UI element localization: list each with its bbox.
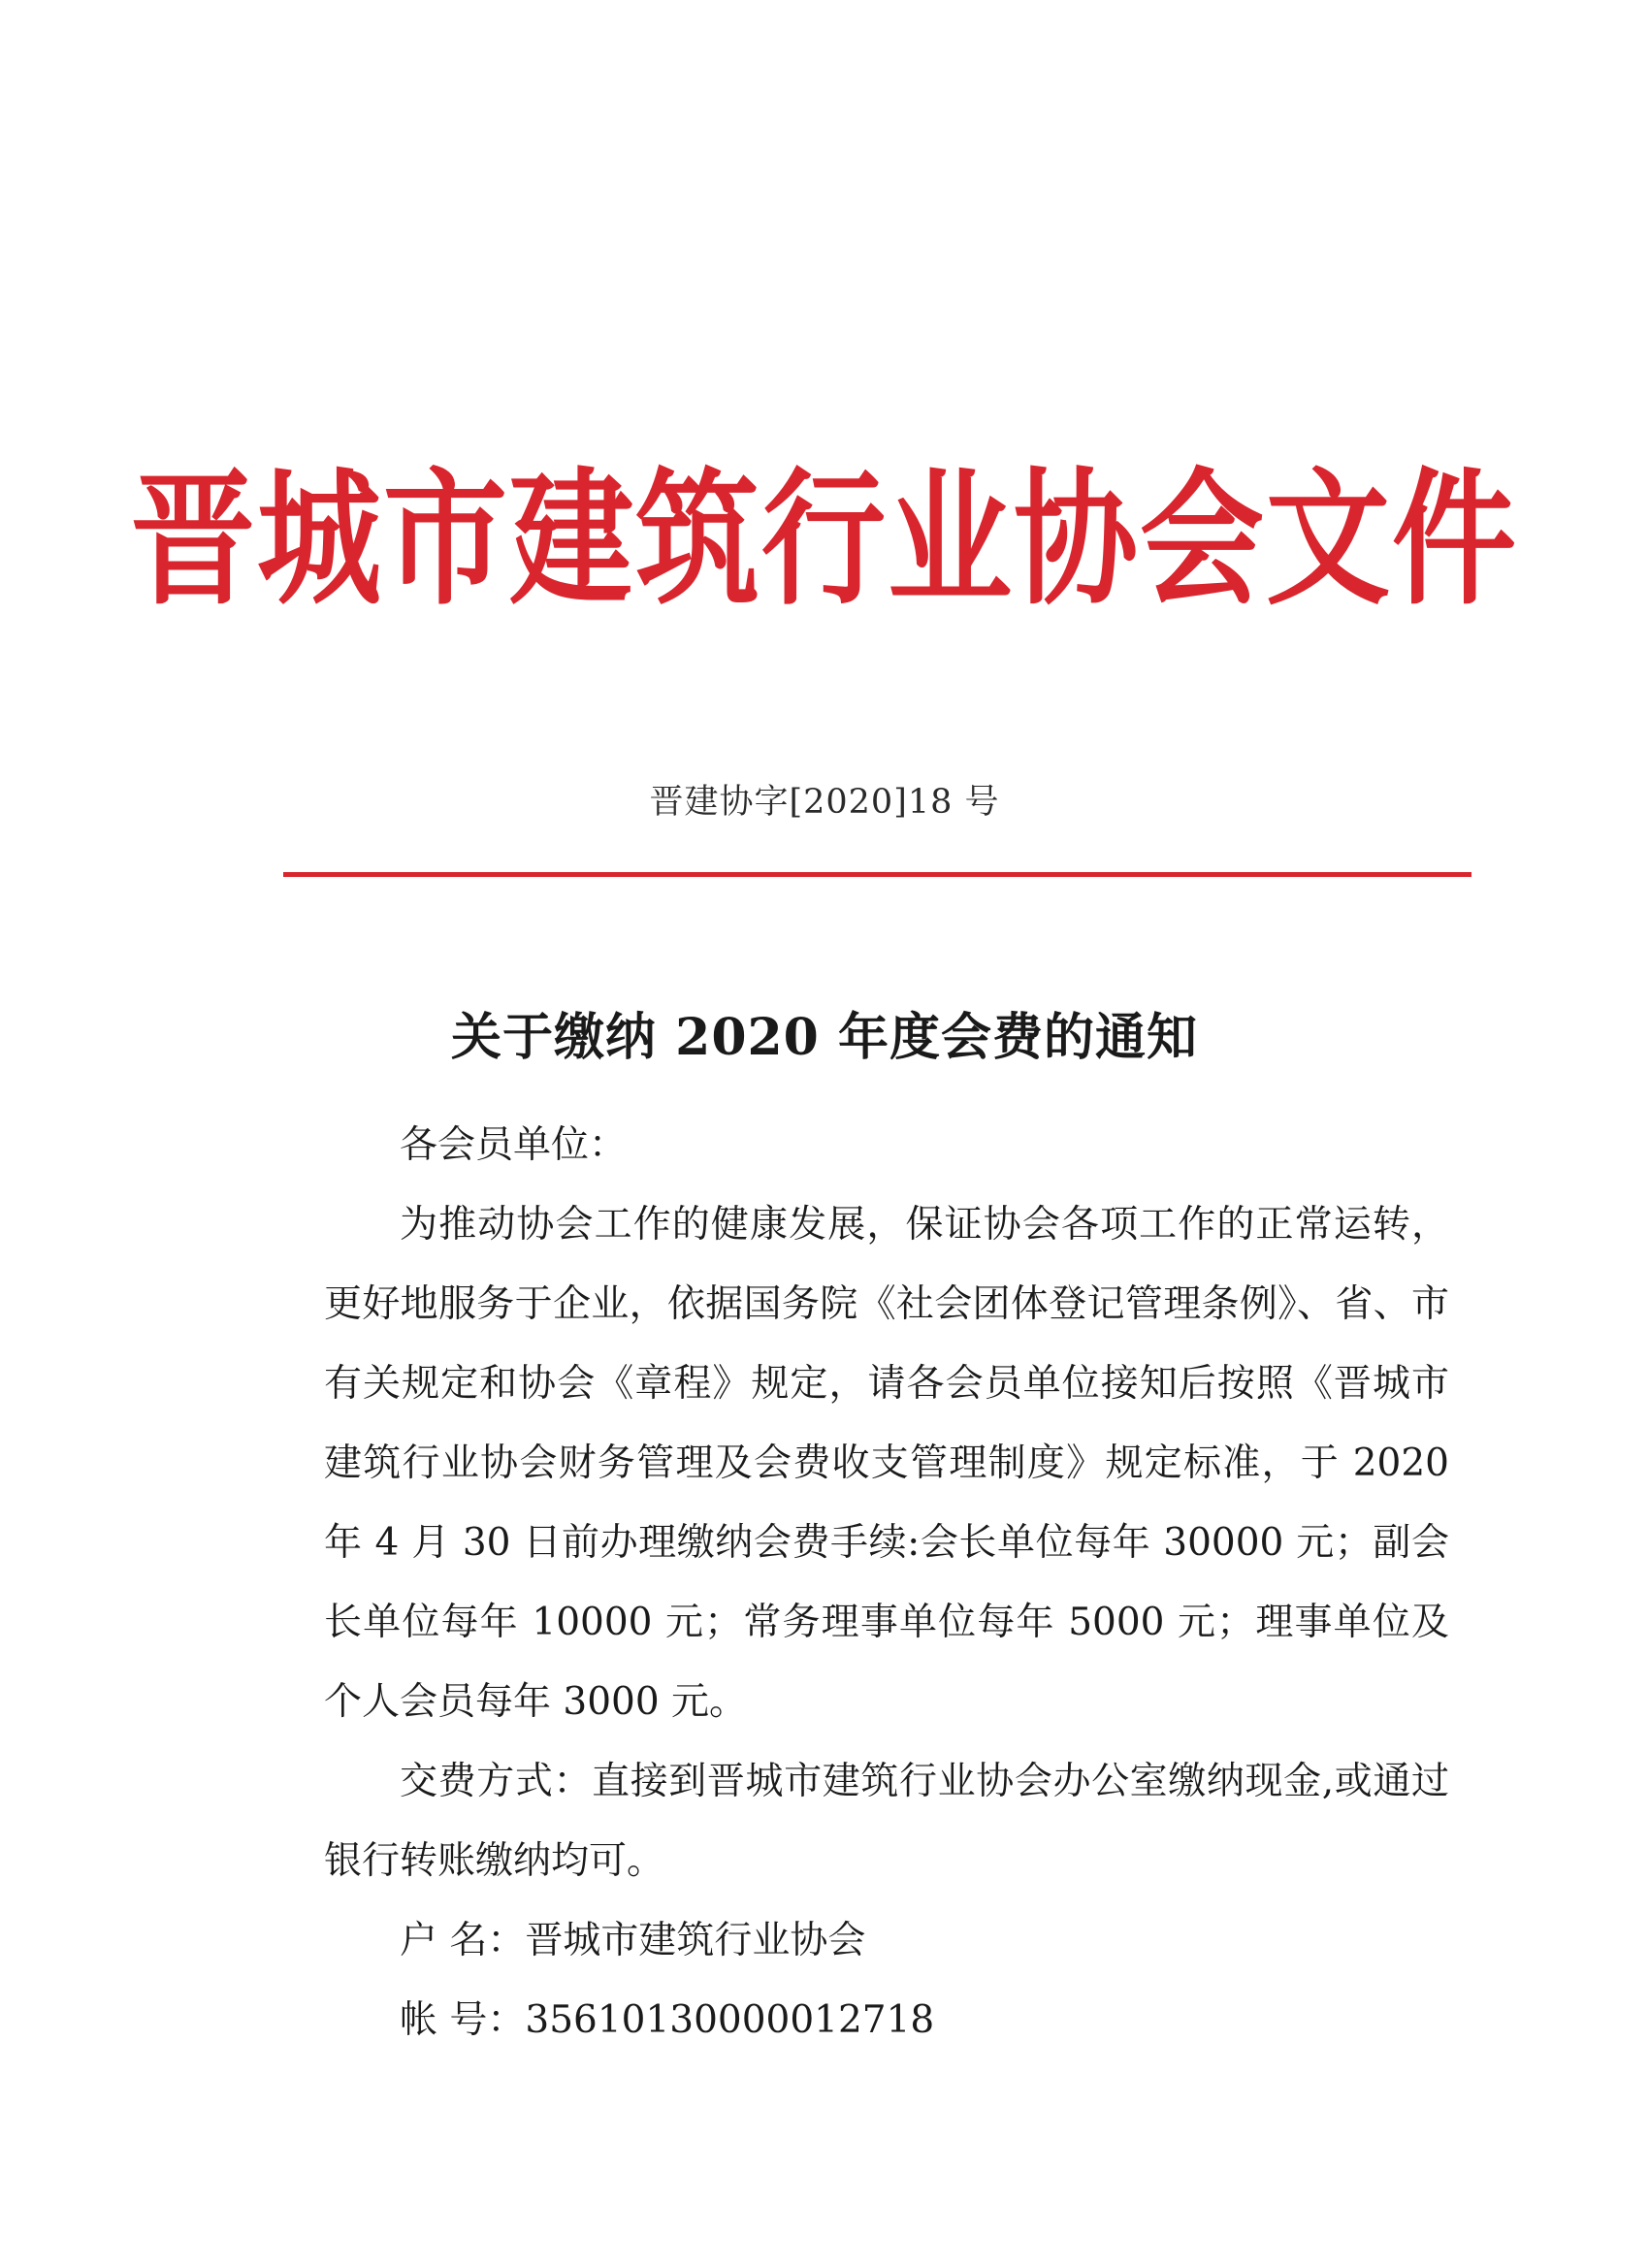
account-name-value: 晋城市建筑行业协会 [525,1919,866,1962]
document-number: 晋建协字[2020]18 号 [649,783,1000,822]
account-number-label: 帐 号： [400,1998,526,2042]
notice-paragraph-payment-method: 交费方式：直接到晋城市建筑行业协会办公室缴纳现金,或通过银行转账缴纳均可。 [324,1760,1449,1883]
account-number-line [324,1981,1449,2060]
red-divider-line [283,872,1471,877]
account-name-label: 户 名： [400,1919,526,1962]
notice-body [324,1106,1449,2060]
notice-title: 关于缴纳 2020 年度会费的通知 [451,1008,1198,1067]
document-header-title: 晋城市建筑行业协会文件 [130,453,1518,626]
salutation: 各会员单位： [400,1123,628,1167]
account-name-line [324,1901,1449,1981]
notice-paragraph-fee-standards: 为推动协会工作的健康发展，保证协会各项工作的正常运转，更好地服务于企业，依据国务院《社会团体登记管理条例》、省、市有关规定和协会《章程》规定，请各会员单位接知后按照《晋城市建筑行业协会财务管理及会费收支管理制度》规定标准，于 2020 年 4 月 30 日前办理缴纳会费手续:会长单位每年 30000 元；副会长单位每年 10000 元；常务理事单位每年 5000 元；理事单位及个人会员每年 3000 元。 [324,1203,1449,1724]
account-number-value: 35610130000012718 [525,1998,935,2042]
